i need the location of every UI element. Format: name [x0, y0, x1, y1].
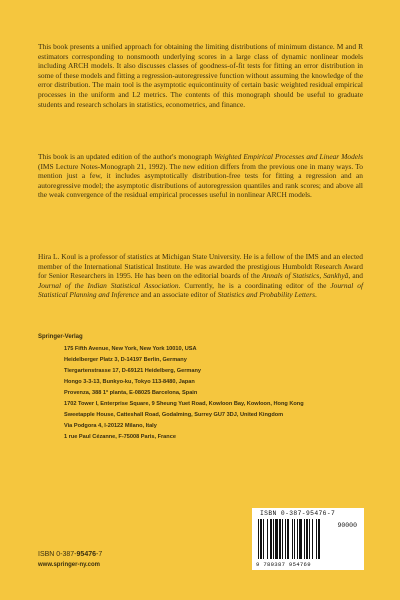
publisher-address: 175 Fifth Avenue, New York, New York 10010, USA: [64, 346, 197, 352]
barcode-bar: [294, 519, 295, 559]
publisher-block: [38, 334, 368, 443]
barcode-bar: [270, 519, 272, 559]
barcode-bar: [267, 519, 268, 559]
edition-rest: (IMS Lecture Notes-Monograph 21, 1992). The new edition differs from the previous one in many ways. To mention just a few, it includes asymptotically distribution-free tests for fitting a regression and an autoregressive model; the asymptotic distributions of autoregression quantiles and rank scores; and above all the weak convergence of the residual empirical processes useful in nonlinear ARCH models.: [38, 161, 363, 200]
barcode-bar: [279, 519, 281, 559]
publisher-address: Tiergartenstrasse 17, D-69121 Heidelberg, Germany: [64, 368, 202, 374]
publisher-address: Provenza, 388 1ª planta, E-08025 Barcelona, Spain: [64, 390, 198, 396]
footer-isbn-bold: 95476: [76, 551, 96, 558]
publisher-address: Heidelberger Platz 3, D-14197 Berlin, Germany: [64, 357, 187, 363]
edition-lead: This book is an updated edition of the author's monograph: [38, 152, 215, 161]
publisher-address: 1 rue Paul Cézanne, F-75008 Paris, France: [64, 434, 176, 440]
barcode-digits: 9 780387 954769: [256, 561, 311, 568]
author-bio-part1: Hira L. Koul is a professor of statistics at Michigan State University. He is a fellow of the IMS and an elected member of the International Statistical Institute. He was awarded the prestigious Humboldt Research Award for Senior Researchers in 1995. He has been on the editorial boards of the: [38, 252, 363, 281]
journal-planning-inference: Journal of Statistical Planning and Inference: [38, 280, 364, 300]
edition-paragraph: [38, 152, 363, 200]
publisher-address: Sweetapple House, Catteshall Road, Godalming, Surrey GU7 3DJ, United Kingdom: [64, 412, 284, 418]
footer-isbn: ISBN 0-387-95476-7: [38, 551, 103, 558]
barcode-bar: [309, 519, 310, 559]
publisher-address: 1702 Tower I, Enterprise Square, 9 Sheung Yuet Road, Kowloon Bay, Kowloon, Hong Kong: [64, 401, 304, 407]
previous-monograph-title: Weighted Empirical Processes and Linear Models: [214, 152, 363, 161]
journal-stat-prob-letters: Statistics and Probability Letters: [217, 290, 315, 300]
barcode-bar: [316, 519, 317, 559]
barcode-bar: [260, 519, 262, 559]
publisher-url: www.springer-ny.com: [38, 562, 101, 568]
publisher-address: Via Podgora 4, I-20122 Milano, Italy: [64, 423, 157, 429]
journal-indian-statistical: Journal of the Indian Statistical Association: [38, 280, 179, 290]
barcode-price-code: 90000: [337, 522, 357, 529]
publisher-name: Springer-Verlag: [38, 334, 83, 340]
barcode-bar: [258, 519, 259, 559]
barcode-bar: [306, 519, 308, 559]
barcode-bar: [304, 519, 305, 559]
barcode-bar: [285, 519, 286, 559]
journal-annals: Annals of Statistics: [262, 271, 320, 281]
barcode-bar: [299, 519, 302, 559]
barcode-isbn-label: ISBN 0-387-95476-7: [260, 510, 336, 517]
description-paragraph: [38, 42, 363, 109]
publisher-address-list: [38, 344, 368, 443]
publisher-address: Hongo 3-3-13, Bunkyo-ku, Tokyo 113-8480, Japan: [64, 379, 195, 385]
barcode-bar: [273, 519, 274, 559]
journal-sankhya: Sankhyā: [323, 271, 349, 281]
barcode-bars: [258, 519, 334, 559]
author-bio-part2: . Currently, he is a coordinating editor of the: [178, 280, 331, 290]
barcode-bar: [275, 519, 278, 559]
description-text: This book presents a unified approach for obtaining the limiting distributions of minimum distance. M and R estimators corresponding to nonsmooth underlying scores in a large class of dynamic nonlinear models including ARCH models. It also discusses classes of goodness-of-fit tests for fitting an error distribution in some of these models and fitting a regression-autoregressive function without assuming the knowledge of the error distribution. The main tool is the asymptotic equicontinuity of certain basic weighted residual empirical processes in the uniform and L2 metrics. The contents of this monograph should be useful to graduate students and research scholars in statistics, econometrics, and finance.: [38, 42, 363, 109]
barcode-bar: [297, 519, 298, 559]
author-paragraph: Hira L. Koul is a professor of statistics at Michigan State University. He is a fellow of the IMS and an elected member of the International Statistical Institute. He was awarded the prestigious Humboldt Research Award for Senior Researchers in 1995. He has been on the editorial boards of the Annals of Statistics, Sankhyā, and Journal of the Indian Statistical Association. Currently, he is a coordinating editor of the Journal of Statistical Planning and Inference and an associate editor of Statistics and Probability Letters.: [38, 252, 364, 300]
barcode-box: [252, 508, 364, 570]
barcode-bar: [318, 519, 320, 559]
barcode-bar: [263, 519, 264, 559]
barcode-bar: [312, 519, 313, 559]
barcode-bar: [292, 519, 293, 559]
barcode-bar: [287, 519, 289, 559]
barcode-bar: [282, 519, 283, 559]
author-bio-part3: and an associate editor of: [138, 290, 218, 300]
